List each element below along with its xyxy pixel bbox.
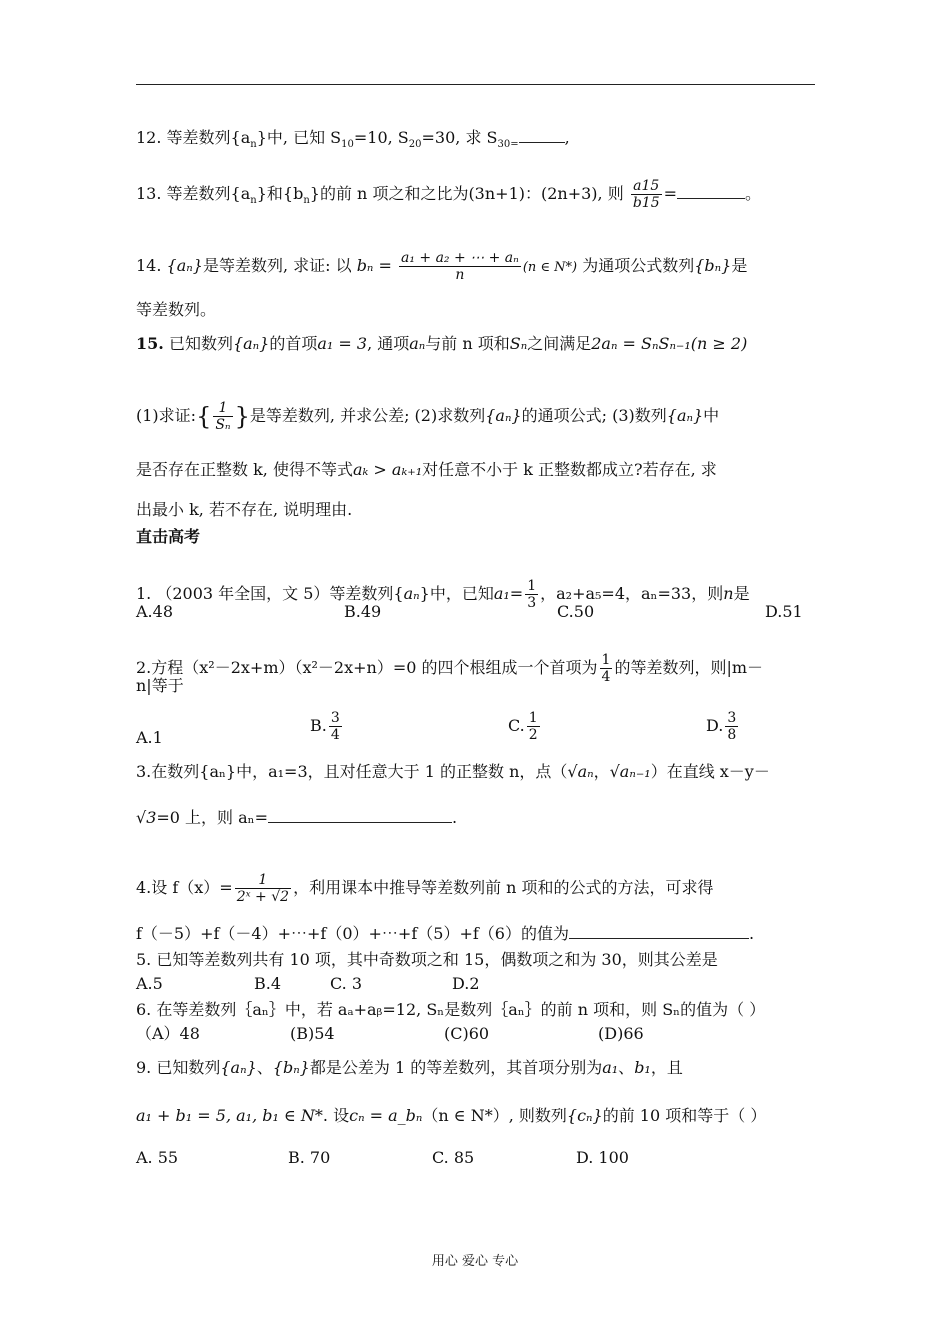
g6-option-c[interactable]: (C)60 [444, 1024, 490, 1043]
gaokao-question-9-cont: a₁ + b₁ = 5, a₁, b₁ ∈ N*. 设cₙ = a_bₙ（n ∈ N*）, 则数列{cₙ}的前 10 项和等于（ ） [136, 1106, 767, 1125]
fraction-bn: $\frac{\text{a₁ + a₂ + ⋯ + aₙ}}{n}$ [401, 250, 519, 283]
g9-option-d[interactable]: D. 100 [576, 1148, 629, 1167]
answer-blank[interactable] [519, 128, 565, 143]
page-footer: 用心 爱心 专心 [431, 1254, 519, 1269]
gaokao-question-9: 9. 已知数列{aₙ}、{bₙ}都是公差为 1 的等差数列，其首项分别为a₁、b₁，且 [136, 1058, 683, 1077]
section-heading: 直击高考 [136, 527, 201, 546]
gaokao-question-3: 3.在数列{aₙ}中，a₁=3，且对任意大于 1 的正整数 n，点（√aₙ，√aₙ₋₁）在直线 x－y－ [136, 762, 770, 781]
g6-option-d[interactable]: (D)66 [598, 1024, 644, 1043]
gaokao-question-1: 1. （2003 年全国，文 5）等差数列{aₙ}中，已知a₁= $\frac{1}{3}$ ，a₂+a₅=4，aₙ=33，则n是 [136, 578, 750, 611]
question-14-cont: 等差数列。 [136, 300, 217, 319]
g6-option-a[interactable]: （A）48 [136, 1024, 200, 1043]
g9-option-a[interactable]: A. 55 [136, 1148, 179, 1167]
answer-blank[interactable] [268, 808, 452, 823]
g1-option-a[interactable]: A.48 [136, 602, 173, 621]
g5-option-d[interactable]: D.2 [452, 974, 480, 993]
gaokao-question-4: 4.设 f（x）= $\frac{1}{\text{2ˣ + √2}}$ ，利用课本中推导等差数列前 n 项和的公式的方法，可求得 [136, 872, 714, 905]
fraction-1-4: $\frac{1}{4}$ [601, 652, 611, 685]
g2-option-a[interactable]: A.1 [136, 728, 163, 747]
gaokao-question-4-cont: f（－5）+f（－4）+⋯+f（0）+⋯+f（5）+f（6）的值为 . [136, 924, 755, 943]
question-12: 12. 等差数列$\{a_n\}$中, 已知 $S_{10}=10$, $S_{20}=30$, 求 $S_{30=}$ , [136, 128, 570, 151]
g2-option-d[interactable]: D. $\frac{3}{8}$ [706, 710, 737, 743]
header-rule [136, 84, 815, 85]
question-15-part1: (1)求证:{ $\frac{1}{\text{Sₙ}}$ }是等差数列, 并求公差; (2)求数列{aₙ}的通项公式; (3)数列{aₙ}中 [136, 400, 720, 433]
g9-option-b[interactable]: B. 70 [288, 1148, 331, 1167]
fraction-fx: $\frac{1}{\text{2ˣ + √2}}$ [236, 872, 290, 905]
gaokao-question-3-cont: √3=0 上，则 aₙ= . [136, 808, 458, 827]
gaokao-question-6: 6. 在等差数列｛aₙ｝中，若 aₐ+aᵦ=12, Sₙ是数列｛aₙ｝的前 n 项和，则 Sₙ的值为（ ） [136, 1000, 766, 1019]
fraction-1-over-sn: $\frac{1}{\text{Sₙ}}$ [215, 400, 231, 433]
g5-option-b[interactable]: B.4 [254, 974, 282, 993]
answer-blank[interactable] [677, 184, 745, 199]
g2-option-c[interactable]: C. $\frac{1}{2}$ [508, 710, 538, 743]
fraction-1-3: $\frac{1}{3}$ [527, 578, 537, 611]
question-14: 14. {aₙ}是等差数列, 求证: 以 bₙ = $\frac{\text{a₁ + a₂ + ⋯ + aₙ}}{n}$ (n ∈ N*) 为通项公式数列{bₙ}是 [136, 250, 748, 283]
gaokao-question-2: 2.方程（x²－2x+m）（x²－2x+n）=0 的四个根组成一个首项为 $\frac{1}{4}$ 的等差数列，则|m－ [136, 652, 764, 685]
g1-option-b[interactable]: B.49 [344, 602, 382, 621]
g1-option-c[interactable]: C.50 [557, 602, 595, 621]
g6-option-b[interactable]: (B)54 [290, 1024, 335, 1043]
g5-option-a[interactable]: A.5 [136, 974, 163, 993]
answer-blank[interactable] [569, 924, 749, 939]
g1-option-d[interactable]: D.51 [765, 602, 803, 621]
question-13: 13. 等差数列$\{a_n\}$和$\{b_n\}$的前 n 项之和之比为(3n+1)：(2n+3), 则 $\frac{a15}{b15}$ = 。 [136, 178, 762, 211]
question-15-line3: 是否存在正整数 k, 使得不等式aₖ > aₖ₊₁对任意不小于 k 正整数都成立?若存在, 求 [136, 460, 717, 479]
gaokao-question-2-cont: n|等于 [136, 676, 184, 695]
fraction-a15-b15: $\frac{a15}{b15}$ [632, 178, 660, 211]
question-15: 15. 已知数列{aₙ}的首项a₁ = 3, 通项aₙ与前 n 项和Sₙ之间满足2aₙ = SₙSₙ₋₁(n ≥ 2) [136, 334, 748, 353]
question-15-line4: 出最小 k, 若不存在, 说明理由. [136, 500, 353, 519]
g2-option-b[interactable]: B. $\frac{3}{4}$ [310, 710, 340, 743]
g5-option-c[interactable]: C. 3 [330, 974, 363, 993]
g9-option-c[interactable]: C. 85 [432, 1148, 475, 1167]
gaokao-question-5: 5. 已知等差数列共有 10 项，其中奇数项之和 15，偶数项之和为 30，则其公差是 [136, 950, 718, 969]
